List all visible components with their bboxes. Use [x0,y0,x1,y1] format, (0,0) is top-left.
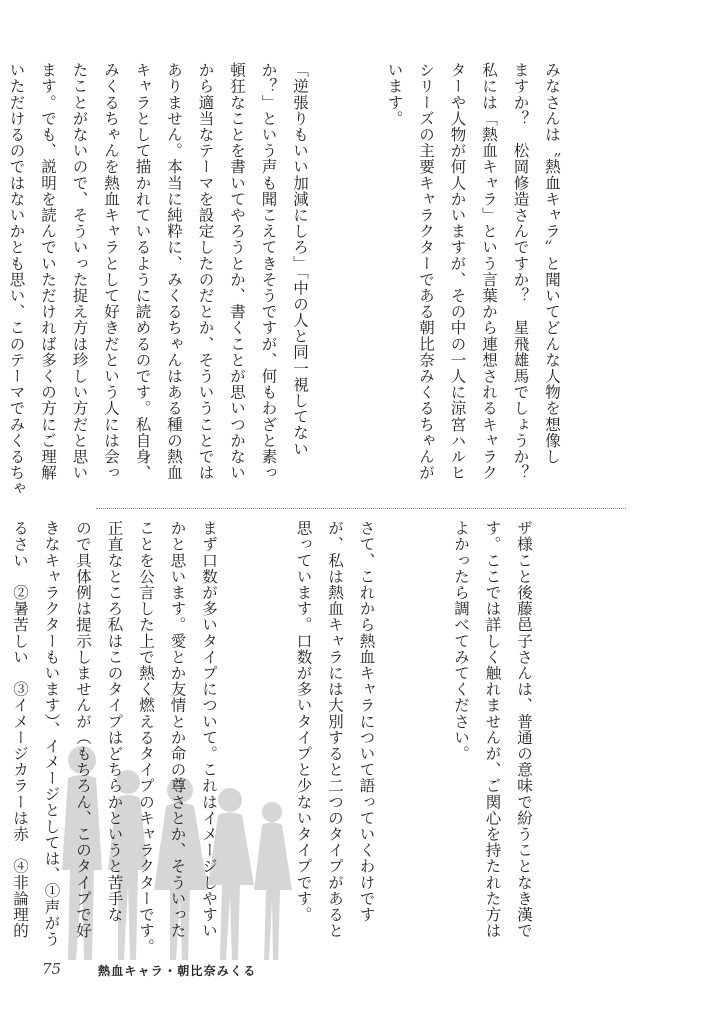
bottom-text-block [0,520,602,955]
paragraph: みなさんは〝熱血キャラ〟と聞いてどんな人物を想像し ますか？ 松岡修造さんですか？ 星飛雄馬でしょうか？ 私には「熱血キャラ」という言葉から連想されるキャラク ターや人物が何人かいますが、その中の一人に涼宮ハルヒ シリーズの主要キャラクターである朝比奈みくるちゃんが います。 [385,62,561,481]
section-divider [96,508,626,509]
paragraph: まず口数が多いタイプについて。これはイメージしやすい かと思います。愛とか友情とか命の尊さとか、そういった ことを公言した上で熱く燃えるタイプのキャラクターです。 正直なところ私はこのタイプはどちらかというと苦手な ので具体例は提示しませんが（もちろん、このタイプで好 きなキャラクターもいます）、イメージとしては、①声がう るさい ②暑苦しい ③イメージカラーは赤 ④非論理的 [11,520,218,955]
page-number: 75 [42,960,62,978]
running-title: 熱血キャラ・朝比奈みくる [98,964,257,978]
top-text-block [0,62,630,497]
paragraph: 「逆張りもいい加減にしろ」「中の人と同一視してない か？」という声も聞こえてきそうですが、何もわざと素っ 頓狂なことを書いてやろうとか、書くことが思いつかない から適当なテーマを設定したのだとか、そういうことでは ありません。本当に純粋に、みくるちゃんはある種の熱血 キャラとして描かれているように読めるのです。私自身、 みくるちゃんを熱血キャラとして好きだという人には会っ たことがないので、そういった捉え方は珍しい方だと思い ます。でも、説明を読んでいただければ多くの方にご理解 いただけるのではないかとも思い、このテーマでみくるちゃ [7,62,309,497]
paragraph: さて、これから熱血キャラについて語っていくわけです が、私は熱血キャラには大別すると二つのタイプがあると 思っています。口数が多いタイプと少ないタイプです。 [294,520,376,939]
paragraph: ザ様こと後藤邑子さんは、普通の意味で紛うことなき漢で す。ここでは詳しく触れませんが、ご関心を持たれた方は よかったら調べてみてください。 [452,520,533,939]
